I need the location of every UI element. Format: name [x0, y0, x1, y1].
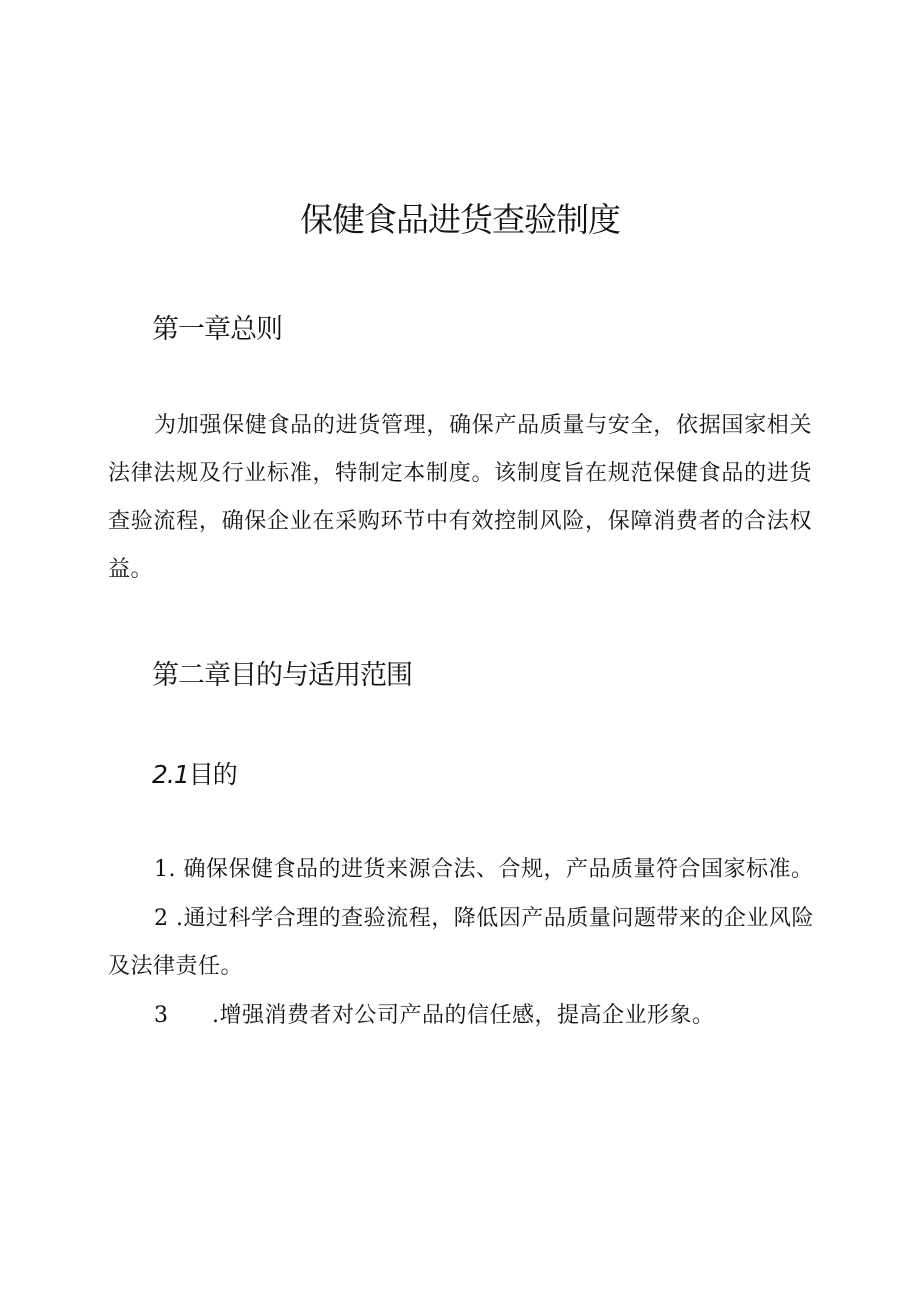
list-item-text: .通过科学合理的查验流程，降低因产品质量问题带来的企业风险及法律责任。 — [108, 906, 814, 979]
list-item — [108, 992, 814, 1040]
section-title: 目的 — [188, 760, 237, 789]
section-number: 2.1 — [152, 760, 189, 789]
list-item — [108, 895, 814, 991]
list-item-number: 2 — [154, 906, 169, 931]
section-2-1-heading — [152, 757, 237, 793]
list-item-number: 1 — [154, 857, 169, 882]
chapter-2-heading: 第二章目的与适用范围 — [152, 660, 412, 691]
document-title: 保健食品进货查验制度 — [300, 200, 620, 239]
list-item-text: .增强消费者对公司产品的信任感，提高企业形象。 — [212, 1003, 715, 1028]
chapter-1-heading: 第一章总则 — [152, 314, 282, 345]
list-item — [108, 846, 814, 894]
chapter-1-paragraph: 为加强保健食品的进货管理，确保产品质量与安全，依据国家相关法律法规及行业标准，特制定本制度。该制度旨在规范保健食品的进货查验流程，确保企业在采购环节中有效控制风险，保障消费者的合法权益。 — [108, 413, 812, 582]
list-item-text: . 确保保健食品的进货来源合法、合规，产品质量符合国家标准。 — [168, 857, 814, 882]
list-item-number: 3 — [154, 1003, 169, 1028]
